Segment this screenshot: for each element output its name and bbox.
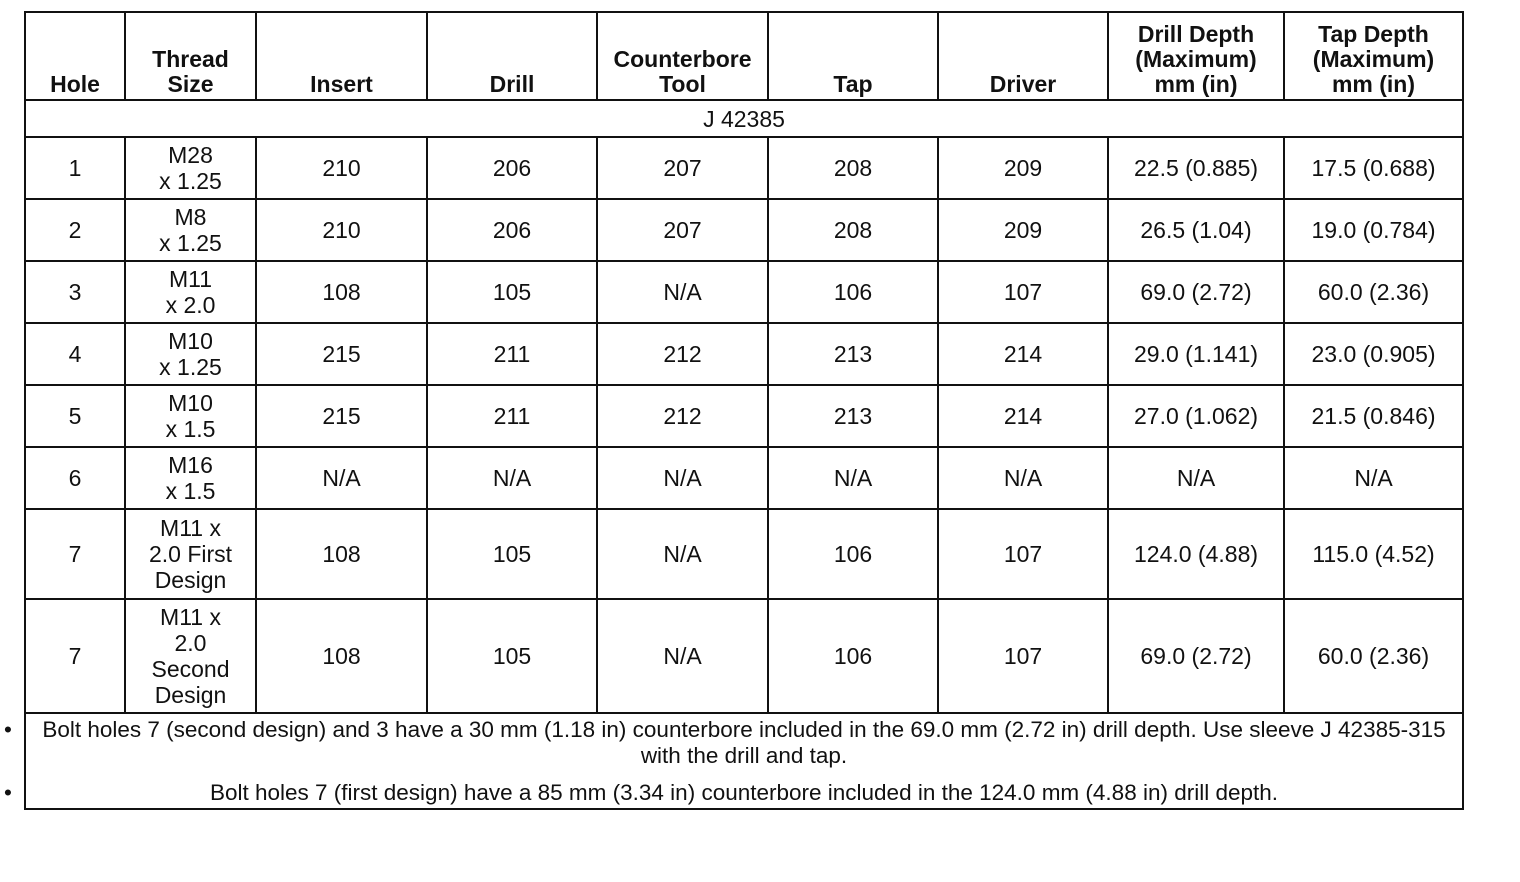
- col-header-drill-depth: Drill Depth (Maximum) mm (in): [1108, 12, 1284, 100]
- table-row: [25, 447, 1463, 509]
- section-label: J 42385: [25, 100, 1463, 137]
- cell-hole: 1: [25, 137, 125, 199]
- note-item: [4, 779, 1462, 806]
- col-header-tap-depth: Tap Depth (Maximum) mm (in): [1284, 12, 1463, 100]
- cell-drill: 105: [427, 509, 597, 599]
- cell-insert: 210: [256, 199, 427, 261]
- cell-tap-depth: 21.5 (0.846): [1284, 385, 1463, 447]
- cell-driver: 214: [938, 385, 1108, 447]
- cell-tap: 213: [768, 385, 938, 447]
- cell-tap-depth: 23.0 (0.905): [1284, 323, 1463, 385]
- cell-tap: 106: [768, 261, 938, 323]
- cell-thread-size: M28 x 1.25: [125, 137, 256, 199]
- note-text: Bolt holes 7 (second design) and 3 have a 30 mm (1.18 in) counterbore included in the 69.0 mm (2.72 in) drill depth. Use sleeve J 42385-315 with the drill and tap.: [42, 716, 1446, 768]
- cell-insert: 108: [256, 261, 427, 323]
- notes-row: [25, 713, 1463, 809]
- note-item: [4, 716, 1462, 769]
- cell-thread-size: M11 x 2.0 Second Design: [125, 599, 256, 713]
- cell-hole: 4: [25, 323, 125, 385]
- cell-drill-depth: 26.5 (1.04): [1108, 199, 1284, 261]
- cell-drill-depth: 69.0 (2.72): [1108, 261, 1284, 323]
- table-row: [25, 137, 1463, 199]
- cell-insert: N/A: [256, 447, 427, 509]
- cell-counterbore-tool: 207: [597, 199, 768, 261]
- cell-drill: N/A: [427, 447, 597, 509]
- cell-driver: 107: [938, 261, 1108, 323]
- bolt-hole-spec-table: [4, 11, 1464, 810]
- cell-drill-depth: 124.0 (4.88): [1108, 509, 1284, 599]
- cell-counterbore-tool: N/A: [597, 447, 768, 509]
- col-header-thread-size: Thread Size: [125, 12, 256, 100]
- cell-drill-depth: 69.0 (2.72): [1108, 599, 1284, 713]
- cell-counterbore-tool: N/A: [597, 509, 768, 599]
- table-row: [25, 599, 1463, 713]
- cell-counterbore-tool: 212: [597, 385, 768, 447]
- cell-insert: 108: [256, 509, 427, 599]
- table-row: [25, 385, 1463, 447]
- cell-thread-size: M16 x 1.5: [125, 447, 256, 509]
- cell-counterbore-tool: 212: [597, 323, 768, 385]
- cell-driver: 107: [938, 599, 1108, 713]
- cell-drill: 211: [427, 323, 597, 385]
- table-row: [25, 261, 1463, 323]
- col-header-hole: Hole: [25, 12, 125, 100]
- cell-tap: 208: [768, 137, 938, 199]
- table-row: [25, 199, 1463, 261]
- cell-tap-depth: 60.0 (2.36): [1284, 261, 1463, 323]
- cell-driver: 214: [938, 323, 1108, 385]
- cell-tap: 106: [768, 599, 938, 713]
- notes-cell: [4, 713, 1463, 809]
- table-row: [25, 509, 1463, 599]
- cell-drill: 105: [427, 599, 597, 713]
- table-row: [25, 323, 1463, 385]
- cell-drill-depth: 22.5 (0.885): [1108, 137, 1284, 199]
- cell-driver: 209: [938, 137, 1108, 199]
- header-row: [25, 12, 1463, 100]
- cell-drill: 211: [427, 385, 597, 447]
- cell-hole: 2: [25, 199, 125, 261]
- col-header-insert: Insert: [256, 12, 427, 100]
- cell-hole: 7: [25, 509, 125, 599]
- col-header-drill: Drill: [427, 12, 597, 100]
- cell-counterbore-tool: N/A: [597, 599, 768, 713]
- section-row: [25, 100, 1463, 137]
- bullet-icon: •: [4, 779, 12, 805]
- cell-tap: 106: [768, 509, 938, 599]
- cell-driver: 107: [938, 509, 1108, 599]
- cell-drill-depth: N/A: [1108, 447, 1284, 509]
- cell-drill-depth: 29.0 (1.141): [1108, 323, 1284, 385]
- cell-drill: 206: [427, 199, 597, 261]
- cell-tap: N/A: [768, 447, 938, 509]
- cell-tap-depth: 115.0 (4.52): [1284, 509, 1463, 599]
- cell-thread-size: M11 x 2.0: [125, 261, 256, 323]
- col-header-counterbore-tool: Counterbore Tool: [597, 12, 768, 100]
- cell-insert: 210: [256, 137, 427, 199]
- cell-counterbore-tool: N/A: [597, 261, 768, 323]
- cell-thread-size: M10 x 1.5: [125, 385, 256, 447]
- cell-drill: 206: [427, 137, 597, 199]
- cell-drill-depth: 27.0 (1.062): [1108, 385, 1284, 447]
- cell-drill: 105: [427, 261, 597, 323]
- cell-hole: 5: [25, 385, 125, 447]
- col-header-tap: Tap: [768, 12, 938, 100]
- cell-insert: 108: [256, 599, 427, 713]
- cell-thread-size: M8 x 1.25: [125, 199, 256, 261]
- col-header-driver: Driver: [938, 12, 1108, 100]
- cell-counterbore-tool: 207: [597, 137, 768, 199]
- cell-hole: 6: [25, 447, 125, 509]
- cell-insert: 215: [256, 385, 427, 447]
- cell-tap-depth: 60.0 (2.36): [1284, 599, 1463, 713]
- cell-driver: N/A: [938, 447, 1108, 509]
- bullet-icon: •: [4, 716, 12, 742]
- cell-driver: 209: [938, 199, 1108, 261]
- cell-insert: 215: [256, 323, 427, 385]
- cell-thread-size: M11 x 2.0 First Design: [125, 509, 256, 599]
- cell-hole: 3: [25, 261, 125, 323]
- cell-thread-size: M10 x 1.25: [125, 323, 256, 385]
- cell-tap-depth: 19.0 (0.784): [1284, 199, 1463, 261]
- cell-tap: 208: [768, 199, 938, 261]
- note-text: Bolt holes 7 (first design) have a 85 mm (3.34 in) counterbore included in the 124.0 mm (4.88 in) drill depth.: [209, 779, 1279, 805]
- cell-tap-depth: 17.5 (0.688): [1284, 137, 1463, 199]
- cell-hole: 7: [25, 599, 125, 713]
- cell-tap: 213: [768, 323, 938, 385]
- cell-tap-depth: N/A: [1284, 447, 1463, 509]
